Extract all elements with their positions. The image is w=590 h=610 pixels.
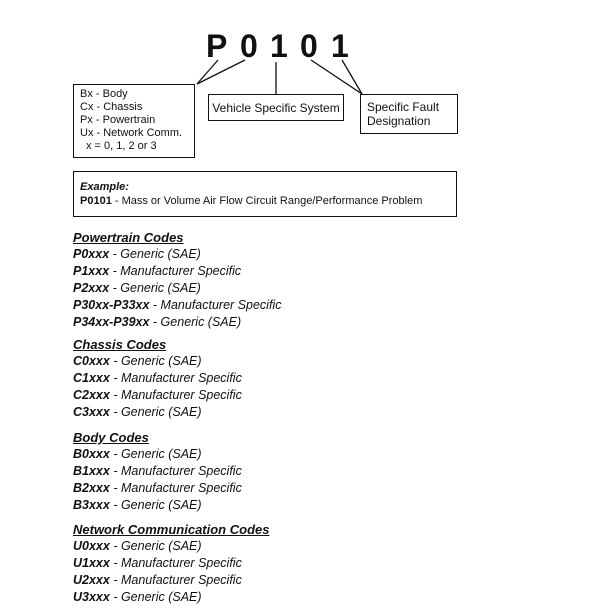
list-item	[73, 480, 242, 497]
example-label: Example:	[80, 181, 129, 193]
item-desc: - Manufacturer Specific	[109, 388, 242, 402]
code-char-type: 0	[240, 28, 258, 64]
system-line-chassis: Cx - Chassis	[80, 101, 143, 113]
item-code: P0xxx	[73, 247, 110, 261]
section-heading: Network Communication Codes	[73, 522, 270, 537]
system-line-digit: x = 0, 1, 2 or 3	[86, 140, 157, 152]
list-item	[73, 555, 269, 572]
item-desc: - Generic (SAE)	[109, 281, 201, 295]
item-desc: - Manufacturer Specific	[109, 371, 242, 385]
chassis-section	[73, 336, 242, 421]
item-desc: - Generic (SAE)	[109, 247, 201, 261]
connector-fault-1	[311, 60, 362, 94]
item-desc: - Generic (SAE)	[149, 315, 242, 329]
item-code: C1xxx	[73, 371, 110, 385]
list-item	[73, 246, 281, 263]
section-heading: Body Codes	[73, 430, 149, 445]
item-desc: - Manufacturer Specific	[109, 481, 242, 495]
item-code: P30xx-P33xx	[73, 298, 150, 312]
item-code: U3xxx	[73, 590, 110, 604]
item-desc: - Generic (SAE)	[109, 539, 202, 553]
fault-label-line1: Specific Fault	[367, 100, 440, 114]
fault-label-line2: Designation	[367, 114, 431, 128]
connector-fault-2	[342, 60, 362, 94]
item-desc: - Manufacturer Specific	[109, 556, 242, 570]
list-item	[73, 370, 242, 387]
item-desc: - Generic (SAE)	[109, 498, 202, 512]
list-item	[73, 314, 281, 331]
list-item	[73, 572, 269, 589]
body-section	[73, 429, 242, 514]
example-box	[73, 171, 457, 217]
item-code: P34xx-P39xx	[73, 315, 150, 329]
item-desc: - Generic (SAE)	[109, 354, 202, 368]
list-item	[73, 387, 242, 404]
list-item	[73, 589, 269, 606]
list-item	[73, 280, 281, 297]
list-item	[73, 404, 242, 421]
example-line	[80, 194, 456, 208]
item-code: B0xxx	[73, 447, 110, 461]
item-code: U2xxx	[73, 573, 110, 587]
item-code: P1xxx	[73, 264, 110, 278]
item-code: U1xxx	[73, 556, 110, 570]
system-line-body: Bx - Body	[80, 88, 128, 100]
list-item	[73, 353, 242, 370]
item-desc: - Manufacturer Specific	[109, 264, 242, 278]
item-desc: - Generic (SAE)	[109, 405, 202, 419]
system-line-network: Ux - Network Comm.	[80, 127, 183, 139]
list-item	[73, 497, 242, 514]
list-item	[73, 463, 242, 480]
code-char-fault-2: 1	[331, 28, 349, 64]
list-item	[73, 538, 269, 555]
code-char-subsystem: 1	[270, 28, 288, 64]
item-code: U0xxx	[73, 539, 110, 553]
item-code: C2xxx	[73, 388, 110, 402]
list-item	[73, 263, 281, 280]
list-item	[73, 297, 281, 314]
connector-type	[197, 60, 245, 84]
list-item	[73, 446, 242, 463]
system-line-powertrain: Px - Powertrain	[80, 114, 156, 126]
fault-designation-box	[360, 94, 458, 134]
item-code: P2xxx	[73, 281, 110, 295]
code-char-system: P	[206, 28, 228, 64]
example-description: - Mass or Volume Air Flow Circuit Range/Performance Problem	[111, 195, 423, 207]
item-desc: - Generic (SAE)	[109, 590, 202, 604]
example-code: P0101	[80, 195, 112, 207]
system-letter-box	[73, 84, 195, 158]
item-code: B1xxx	[73, 464, 110, 478]
item-desc: - Manufacturer Specific	[109, 464, 242, 478]
item-code: B2xxx	[73, 481, 110, 495]
section-heading: Chassis Codes	[73, 337, 167, 352]
item-desc: - Manufacturer Specific	[149, 298, 282, 312]
vehicle-system-label: Vehicle Specific System	[212, 101, 340, 115]
network-section	[73, 521, 269, 606]
item-desc: - Manufacturer Specific	[109, 573, 242, 587]
code-char-fault-1: 0	[300, 28, 318, 64]
item-code: B3xxx	[73, 498, 110, 512]
section-heading: Powertrain Codes	[73, 230, 184, 245]
vehicle-system-box	[208, 94, 344, 121]
item-desc: - Generic (SAE)	[109, 447, 202, 461]
connector-system	[197, 60, 218, 84]
item-code: C0xxx	[73, 354, 110, 368]
item-code: C3xxx	[73, 405, 110, 419]
powertrain-section	[73, 229, 281, 331]
